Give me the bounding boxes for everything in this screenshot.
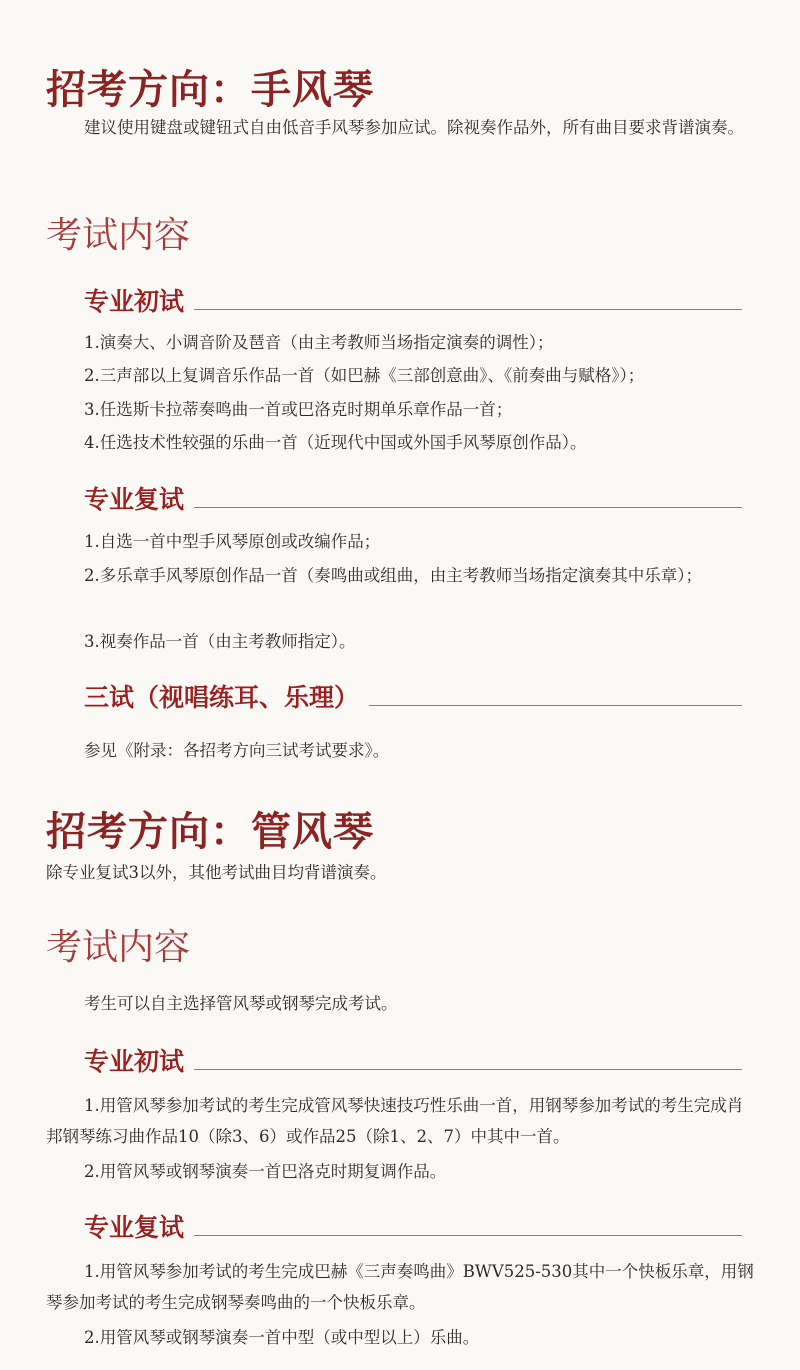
accordion-third-round-heading bbox=[84, 676, 742, 712]
accordion-first-round-item: 2.三声部以上复调音乐作品一首（如巴赫《三部创意曲》、《前奏曲与赋格》）； bbox=[84, 366, 645, 385]
accordion-second-round-item: 3.视奏作品一首（由主考教师指定）。 bbox=[84, 632, 356, 651]
organ-direction-title: 招考方向：管风琴 bbox=[46, 809, 374, 855]
accordion-direction-title: 招考方向：手风琴 bbox=[46, 67, 374, 113]
organ-first-round-heading bbox=[84, 1040, 742, 1076]
accordion-third-round-label: 三试（视唱练耳、乐理） bbox=[84, 683, 360, 712]
organ-second-round-heading bbox=[84, 1206, 742, 1242]
accordion-third-round-text: 参见《附录：各招考方向三试考试要求》。 bbox=[84, 741, 390, 760]
accordion-second-round-heading bbox=[84, 478, 742, 514]
organ-second-round-item: 1.用管风琴参加考试的考生完成巴赫《三声奏鸣曲》BWV525-530其中一个快板乐章，用钢琴参加考试的考生完成钢琴奏鸣曲的一个快板乐章。 bbox=[46, 1262, 754, 1312]
heading-rule bbox=[194, 309, 742, 310]
organ-intro: 除专业复试3以外，其他考试曲目均背谱演奏。 bbox=[46, 863, 387, 882]
accordion-first-round-label: 专业初试 bbox=[84, 287, 185, 316]
organ-second-round-label: 专业复试 bbox=[84, 1213, 185, 1242]
organ-first-round-item: 2.用管风琴或钢琴演奏一首巴洛克时期复调作品。 bbox=[84, 1162, 447, 1181]
accordion-first-round-item: 1.演奏大、小调音阶及琶音（由主考教师当场指定演奏的调性）； bbox=[84, 333, 554, 352]
accordion-intro: 建议使用键盘或键钮式自由低音手风琴参加应试。除视奏作品外，所有曲目要求背谱演奏。 bbox=[84, 118, 744, 137]
accordion-second-round-item: 2.多乐章手风琴原创作品一首（奏鸣曲或组曲，由主考教师当场指定演奏其中乐章）； bbox=[84, 566, 702, 585]
heading-rule bbox=[369, 705, 742, 706]
heading-rule bbox=[194, 1069, 742, 1070]
accordion-first-round-item: 4.任选技术性较强的乐曲一首（近现代中国或外国手风琴原创作品）。 bbox=[84, 433, 587, 452]
organ-second-round-item: 2.用管风琴或钢琴演奏一首中型（或中型以上）乐曲。 bbox=[84, 1328, 480, 1347]
accordion-second-round-label: 专业复试 bbox=[84, 485, 185, 514]
accordion-second-round-item: 1.自选一首中型手风琴原创或改编作品； bbox=[84, 532, 381, 551]
heading-rule bbox=[194, 1235, 742, 1236]
accordion-content-heading: 考试内容 bbox=[46, 215, 191, 256]
organ-content-note: 考生可以自主选择管风琴或钢琴完成考试。 bbox=[84, 994, 398, 1013]
accordion-first-round-item: 3.任选斯卡拉蒂奏鸣曲一首或巴洛克时期单乐章作品一首； bbox=[84, 400, 513, 419]
heading-rule bbox=[194, 507, 742, 508]
organ-first-round-label: 专业初试 bbox=[84, 1047, 185, 1076]
organ-first-round-item: 1.用管风琴参加考试的考生完成管风琴快速技巧性乐曲一首，用钢琴参加考试的考生完成肖邦钢琴练习曲作品10（除3、6）或作品25（除1、2、7）中其中一首。 bbox=[46, 1096, 744, 1146]
organ-content-heading: 考试内容 bbox=[46, 927, 191, 968]
accordion-first-round-heading bbox=[84, 280, 742, 316]
